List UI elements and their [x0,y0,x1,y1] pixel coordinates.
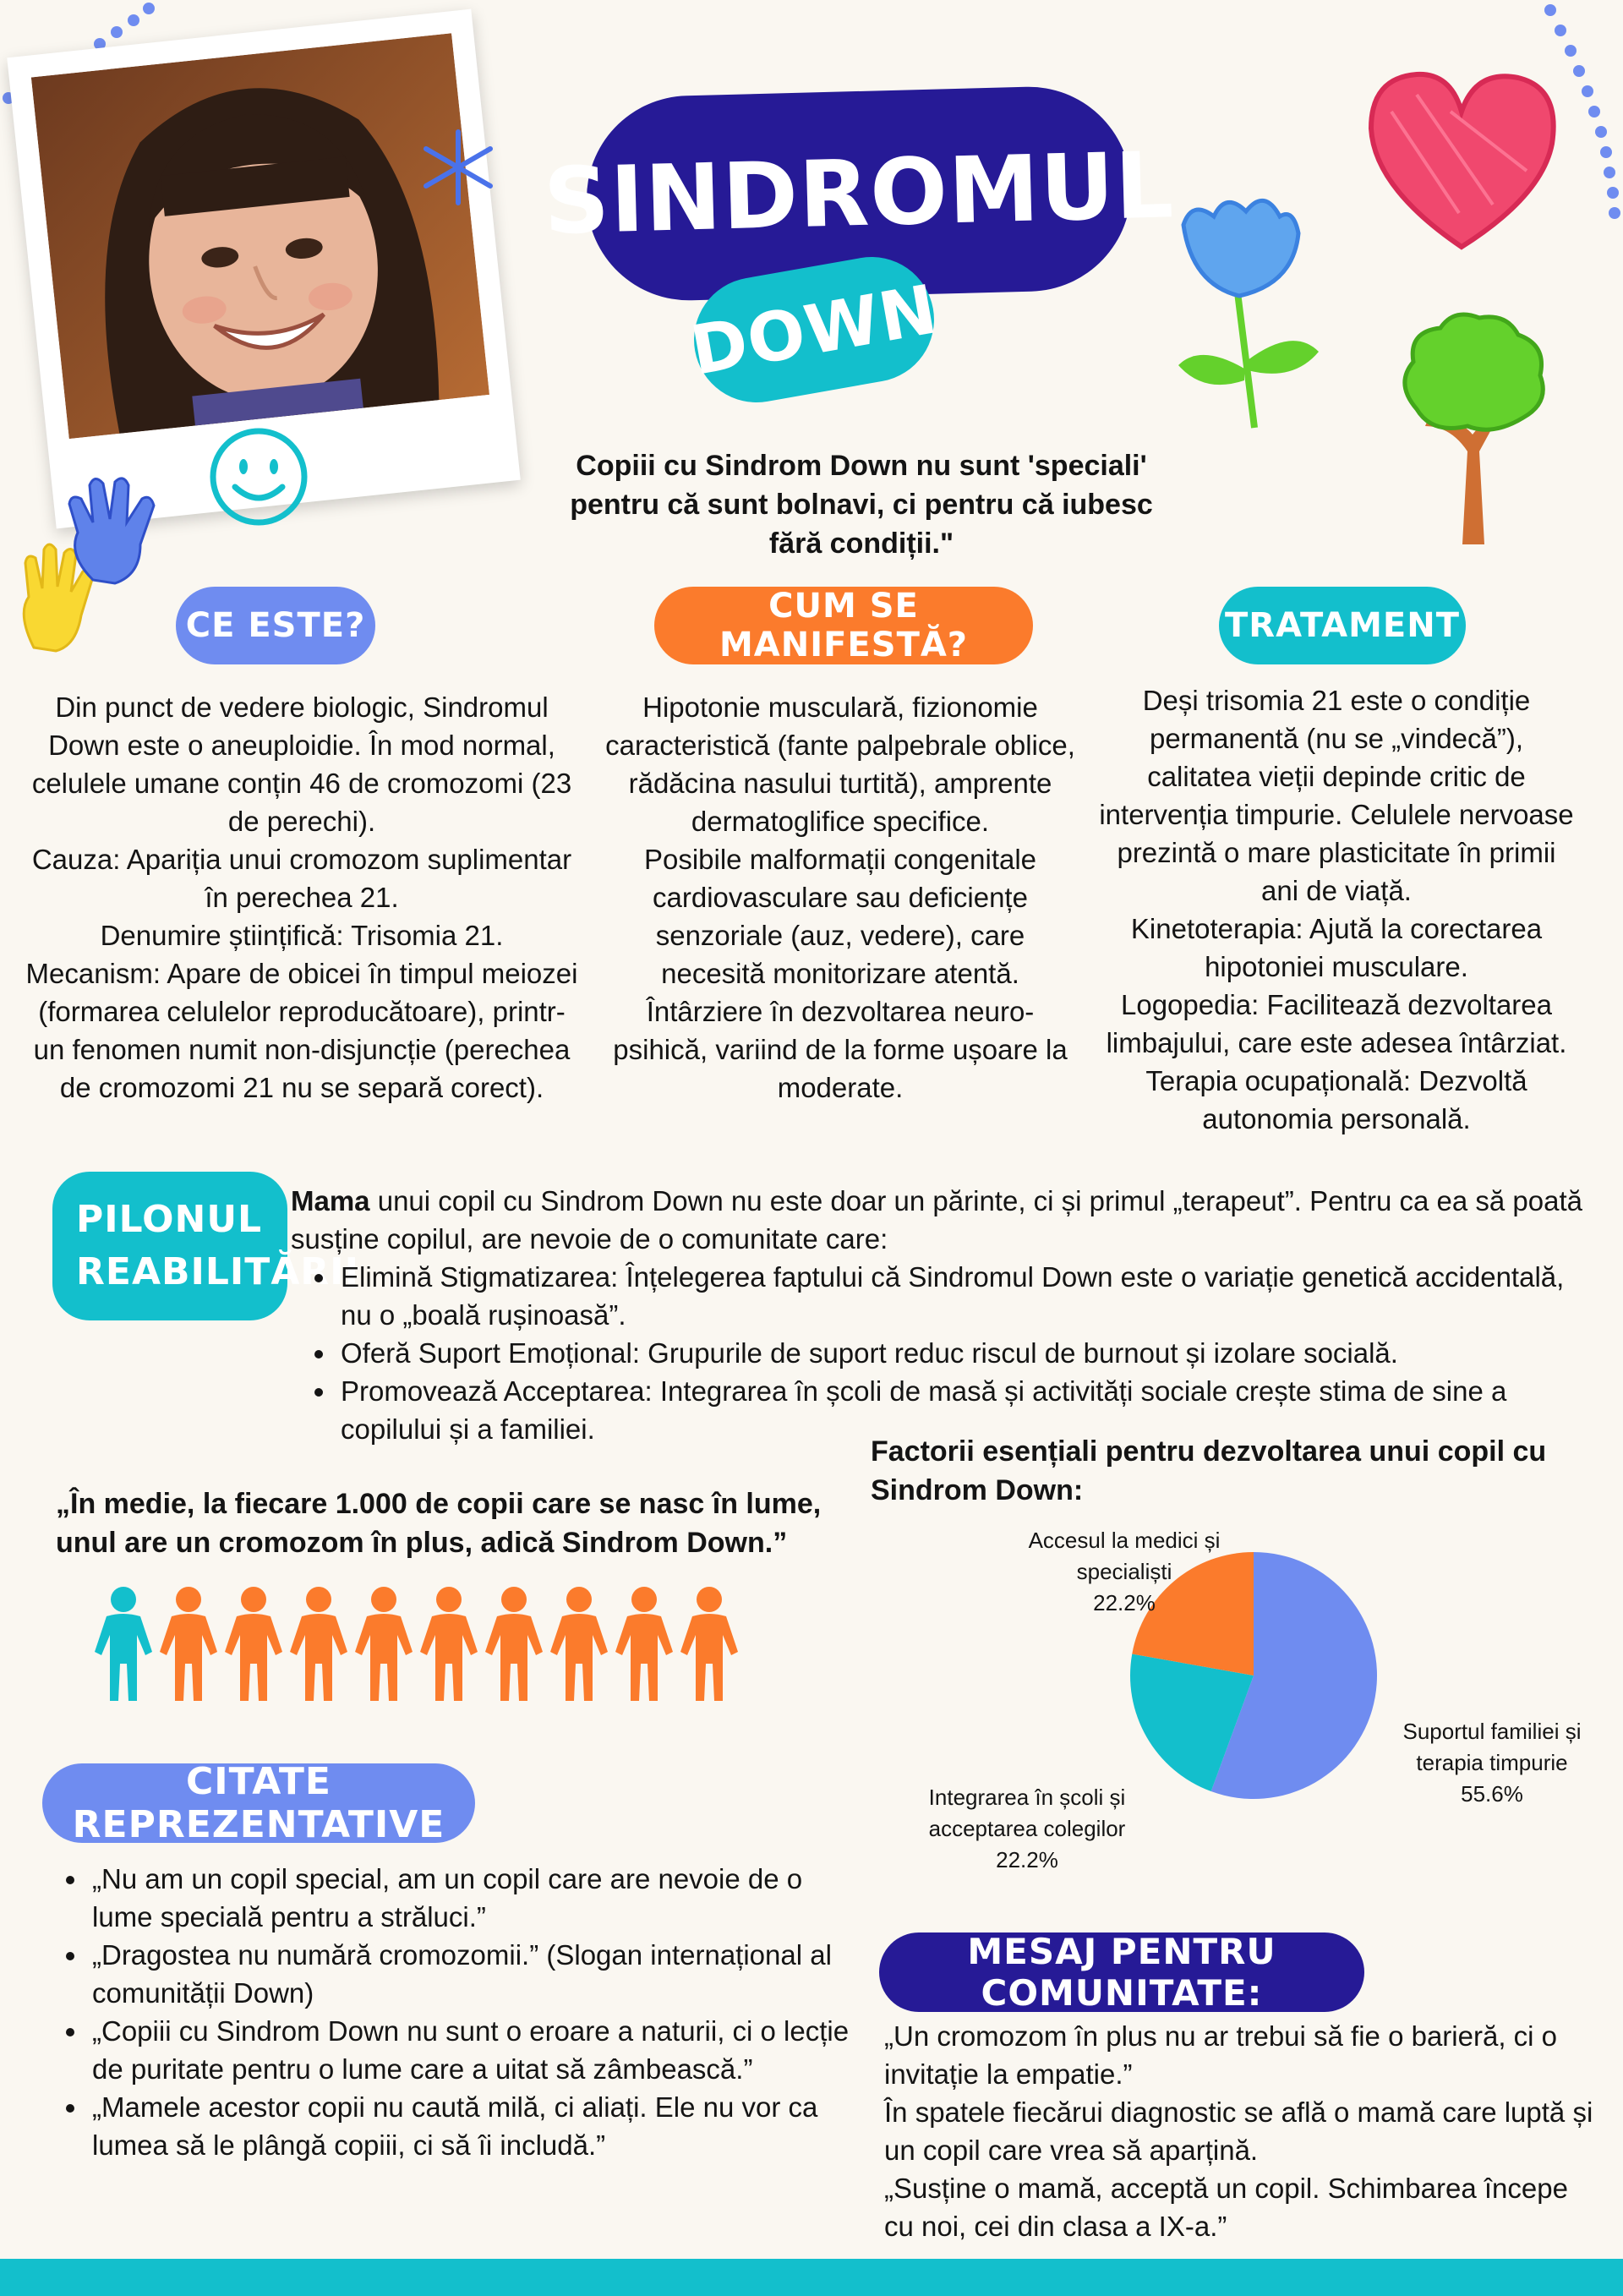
pie-label-accesul [1023,1525,1226,1619]
people-pictogram [93,1586,761,1704]
person-icon [680,1587,738,1701]
person-icon [420,1587,478,1701]
person-icon [290,1587,347,1701]
ce-este-paragraph: Cauza: Apariția unui cromozom suplimentar în perechea 21. [31,844,572,913]
pie-label-text: Integrarea în școli și acceptarea colegilor [928,1785,1126,1841]
pie-chart [896,1513,1623,1919]
person-icon [615,1587,673,1701]
citate-list [42,1860,866,2164]
mesaj-paragraph: În spatele fiecărui diagnostic se află o mamă care luptă și un copil care vrea să aparțină. [884,2096,1593,2166]
tratament-heading [1219,587,1466,664]
manifestare-paragraph: Hipotonie musculară, fizionomie caracteristică (fante palpebrale oblice, rădăcina nasului turtită), amprente dermatoglifice specifice. [605,692,1075,837]
footer-bar [0,2259,1623,2296]
pilon-text [291,1182,1603,1448]
tratament-text [1097,681,1576,1138]
statistic-quote [56,1484,850,1562]
smiley-face-icon [208,426,309,528]
mesaj-heading [879,1932,1364,2012]
mesaj-paragraph: „Un cromozom în plus nu ar trebui să fie o barieră, ci o invitație la empatie.” [884,2020,1558,2090]
list-item: • „Dragostea nu numără cromozomii.” (Slogan internațional al comunității Down) [89,1936,866,2012]
ce-este-paragraph: Din punct de vedere biologic, Sindromul Down este o aneuploidie. În mod normal, celulele umane conțin 46 de cromozomi (23 de perechi). [31,692,572,837]
list-item: • „Copiii cu Sindrom Down nu sunt o eroare a naturii, ci o lecție de puritate pentru o lume care a uitat să zâmbească.” [89,2012,866,2088]
mesaj-paragraph: „Susține o mamă, acceptă un copil. Schimbarea începe cu noi, cei din clasa a IX-a.” [884,2173,1568,2242]
person-highlighted-icon [95,1587,152,1701]
manifestare-heading [654,587,1033,664]
pie-label-value: 22.2% [996,1847,1058,1872]
pie-label-integrarea [913,1782,1141,1876]
person-icon [485,1587,543,1701]
tratament-paragraph: Logopedia: Facilitează dezvoltarea limbajului, care este adesea întârziat. [1106,989,1567,1058]
pie-label-text: Accesul la medici și specialiști [1028,1528,1221,1584]
ce-este-text [25,688,578,1107]
ce-este-heading-label: CE ESTE? [185,606,366,645]
heart-icon [1358,61,1566,260]
pie-label-value: 22.2% [1093,1590,1156,1615]
statistic-quote-text: „În medie, la fiecare 1.000 de copii care se nasc în lume, unul are un cromozom în plus, adică Sindrom Down.” [56,1488,822,1559]
tree-icon [1391,308,1552,553]
pilon-heading-line2: REABILITĂRII [76,1250,359,1293]
list-item: • Oferă Suport Emoțional: Grupurile de suport reduc riscul de burnout și izolare socială. [337,1334,1603,1372]
asterisk-star-icon [418,127,499,208]
tagline [553,446,1170,563]
tratament-paragraph: Deși trisomia 21 este o condiție permanentă (nu se „vindecă”), calitatea vieții depinde critic de intervenția timpurie. Celulele nervoase prezintă o mare plasticitate în primii ani de viață. [1099,685,1574,906]
manifestare-text [605,688,1075,1107]
pilon-intro [291,1182,1603,1258]
pilon-intro-bold: Mama [291,1185,370,1216]
list-item: • „Nu am un copil special, am un copil care are nevoie de o lume specială pentru a străluci.” [89,1860,866,1936]
person-icon [550,1587,608,1701]
citate-heading-label: CITATE REPREZENTATIVE [72,1760,445,1846]
tratament-paragraph: Terapia ocupațională: Dezvoltă autonomia personală. [1145,1065,1527,1134]
pie-label-text: Suportul familiei și terapia timpurie [1402,1719,1582,1775]
manifestare-paragraph: Posibile malformații congenitale cardiovasculare sau deficiențe senzoriale (auz, vedere), care necesită monitorizare atentă. [643,844,1037,989]
pilon-intro-rest: unui copil cu Sindrom Down nu este doar un părinte, ci și primul „terapeut”. Pentru ca ea să poată susține copilul, are nevoie de o comunitate care: [291,1185,1582,1255]
manifestare-paragraph: Întârziere în dezvoltarea neuro-psihică, variind de la forme ușoare la moderate. [613,996,1068,1103]
person-icon [160,1587,217,1701]
manifestare-heading-label: CUM SE MANIFESTĂ? [719,587,969,664]
citate-heading [42,1760,475,1846]
person-icon [355,1587,413,1701]
flower-icon [1167,191,1336,436]
tagline-text: Copiii cu Sindrom Down nu sunt 'speciali' pentru că sunt bolnavi, ci pentru că iubesc fără condiții." [570,450,1153,560]
chart-title-text: Factorii esențiali pentru dezvoltarea unui copil cu Sindrom Down: [871,1435,1547,1506]
person-icon [225,1587,282,1701]
title-line2: DOWN [685,269,943,391]
list-item: • „Mamele acestor copii nu caută milă, ci aliați. Ele nu vor ca lumea să le plângă copiii, ci să îi includă.” [89,2088,866,2164]
list-item: • Promovează Acceptarea: Integrarea în școli de masă și activități sociale crește stima de sine a copilului și a familiei. [337,1372,1603,1448]
pilon-heading-line1: PILONUL [76,1198,263,1241]
child-portrait-photo [31,33,489,439]
ce-este-paragraph: Mecanism: Apare de obicei în timpul meiozei (formarea celulelor reproducătoare), printr-un fenomen numit non-disjuncție (perechea de cromozomi 21 nu se separă corect). [25,958,578,1103]
chart-title [871,1432,1564,1510]
mesaj-heading-label: MESAJ PENTRU COMUNITATE: [967,1931,1276,2014]
mesaj-text [884,2017,1603,2245]
title-line1: SINDROMUL [542,132,1176,255]
ce-este-paragraph: Denumire științifică: Trisomia 21. [100,920,504,951]
pilon-bullet-list [291,1258,1603,1448]
pie-label-suportul [1378,1716,1606,1810]
blue-hand-icon [59,470,169,588]
tratament-heading-label: TRATAMENT [1225,606,1460,645]
ce-este-heading [176,587,375,664]
tratament-paragraph: Kinetoterapia: Ajută la corectarea hipotoniei musculare. [1130,913,1543,982]
list-item: • Elimină Stigmatizarea: Înțelegerea faptului că Sindromul Down este o variație genetică accidentală, nu o „boală rușinoasă”. [337,1258,1603,1334]
pie-label-value: 55.6% [1461,1781,1523,1807]
